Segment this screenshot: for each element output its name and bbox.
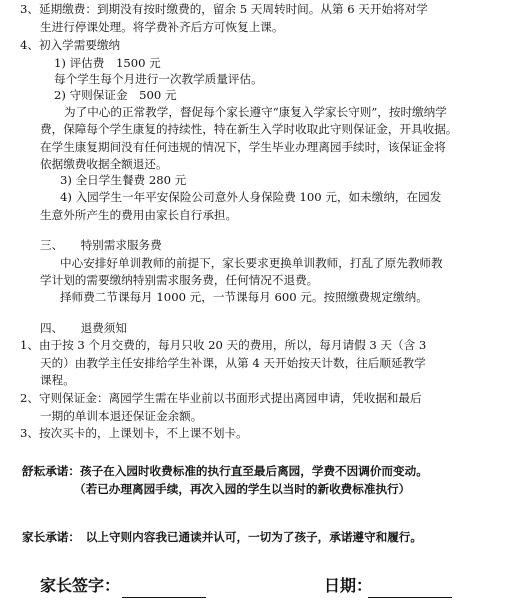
text-line: 3、按次买卡的，上课划卡，不上课不划卡。	[20, 426, 248, 440]
text-line: 2) 守则保证金 500 元	[54, 88, 177, 102]
text-line: 1、由于按 3 个月交费的，每月只收 20 天的费用，所以，每月请假 3 天（含 3	[20, 338, 427, 352]
date-field[interactable]	[368, 597, 452, 598]
school-promise: 舒耘承诺：孩子在入园时收费标准的执行直至最后离园，学费不因调价而变动。	[22, 464, 428, 478]
date-label: 日期：	[324, 576, 373, 595]
text-line: 择师费二节课每月 1000 元，一节课每月 600 元。按照缴费规定缴纳。	[60, 290, 428, 304]
text-line: 4) 入园学生一年平安保险公司意外人身保险费 100 元，如未缴纳，在园发	[60, 190, 442, 204]
section-heading: 三、 特别需求服务费	[40, 238, 162, 252]
signature-field[interactable]	[122, 597, 206, 598]
text-line: 中心安排好单训教师的前提下，家长要求更换单训教师，打乱了原先教师教	[60, 256, 443, 270]
signature-label: 家长签字：	[40, 576, 121, 595]
text-line: 4、初入学需要缴纳	[20, 38, 121, 52]
text-line: 学计划的需要缴纳特别需求服务费，任何情况不退费。	[40, 273, 319, 287]
text-line: 在学生康复期间没有任何违规的情况下，学生毕业办理离园手续时，该保证金将	[40, 140, 446, 154]
text-line: 生进行停课处理。将学费补齐后方可恢复上课。	[40, 20, 284, 34]
text-line: 每个学生每个月进行一次教学质量评估。	[54, 72, 263, 86]
school-promise-note: （若已办理离园手续，再次入园的学生以当时的新收费标准执行）	[74, 482, 411, 496]
parent-promise: 家长承诺： 以上守则内容我已通读并认可，一切为了孩子，承诺遵守和履行。	[22, 530, 422, 544]
text-line: 3、延期缴费：到期没有按时缴费的，留余 5 天周转时间。从第 6 天开始将对学	[20, 2, 428, 16]
text-line: 天的）由教学主任安排给学生补课，从第 4 天开始按天计数，往后顺延教学	[40, 356, 426, 370]
text-line: 费，保障每个学生康复的持续性，特在新生入学时收取此守则保证金，开具收据。	[40, 122, 458, 136]
section-heading: 四、 退费须知	[40, 321, 127, 335]
text-line: 生意外所产生的费用由家长自行承担。	[40, 208, 238, 222]
text-line: 一期的单训本退还保证金余额。	[40, 409, 203, 423]
text-line: 3) 全日学生餐费 280 元	[60, 173, 187, 187]
text-line: 1) 评估费 1500 元	[54, 56, 161, 70]
text-line: 为了中心的正常教学，督促每个家长遵守“康复入学家长守则”，按时缴纳学	[64, 105, 447, 119]
text-line: 课程。	[40, 373, 75, 387]
text-line: 2、守则保证金：离园学生需在毕业前以书面形式提出离园申请，凭收据和最后	[20, 391, 422, 405]
text-line: 依据缴费收据全额退还。	[40, 157, 168, 171]
